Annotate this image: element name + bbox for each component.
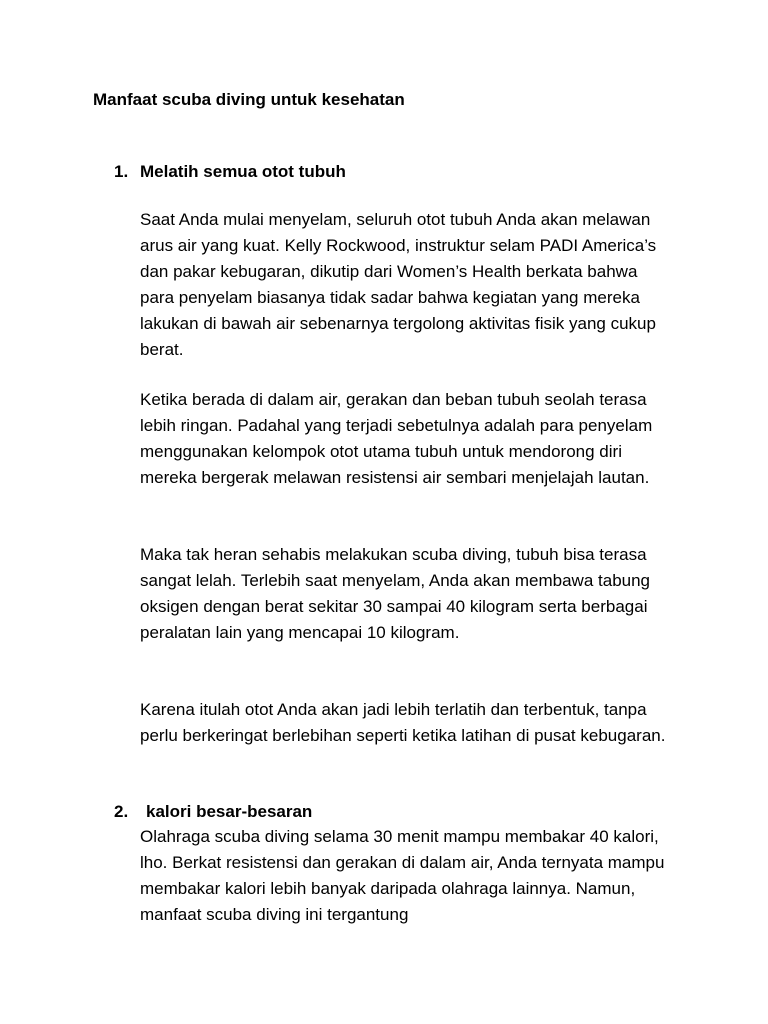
paragraph: Ketika berada di dalam air, gerakan dan beban tubuh seolah terasa lebih ringan. Padahal yang terjadi sebetulnya adalah para penyelam menggunakan kelompok otot utama tubuh untuk mendorong diri mereka bergerak melawan resistensi air sembari menjelajah lautan. [140, 390, 653, 487]
section-number: 2. [114, 802, 129, 821]
paragraph: Karena itulah otot Anda akan jadi lebih terlatih dan terbentuk, tanpa perlu berkeringat berlebihan seperti ketika latihan di pusat kebugaran. [140, 700, 666, 745]
paragraph: Olahraga scuba diving selama 30 menit mampu membakar 40 kalori, lho. Berkat resistensi dan gerakan di dalam air, Anda ternyata mampu membakar kalori lebih banyak daripada olahraga lainnya. Namun, manfaat scuba diving ini tergantung [140, 827, 665, 924]
paragraph: Saat Anda mulai menyelam, seluruh otot tubuh Anda akan melawan arus air yang kuat. Kelly Rockwood, instruktur selam PADI America’s dan pakar kebugaran, dikutip dari Women’s Health berkata bahwa para penyelam biasanya tidak sadar bahwa kegiatan yang mereka lakukan di bawah air sebenarnya tergolong aktivitas fisik yang cukup berat. [140, 210, 657, 359]
section-heading: kalori besar-besaran [146, 802, 313, 821]
paragraph: Maka tak heran sehabis melakukan scuba diving, tubuh bisa terasa sangat lelah. Terlebih saat menyelam, Anda akan membawa tabung oksigen dengan berat sekitar 30 sampai 40 kilogram serta berbagai peralatan lain yang mencapai 10 kilogram. [140, 545, 651, 642]
section-heading: Melatih semua otot tubuh [140, 162, 346, 181]
section-number: 1. [114, 162, 129, 181]
document-title: Manfaat scuba diving untuk kesehatan [93, 90, 405, 109]
